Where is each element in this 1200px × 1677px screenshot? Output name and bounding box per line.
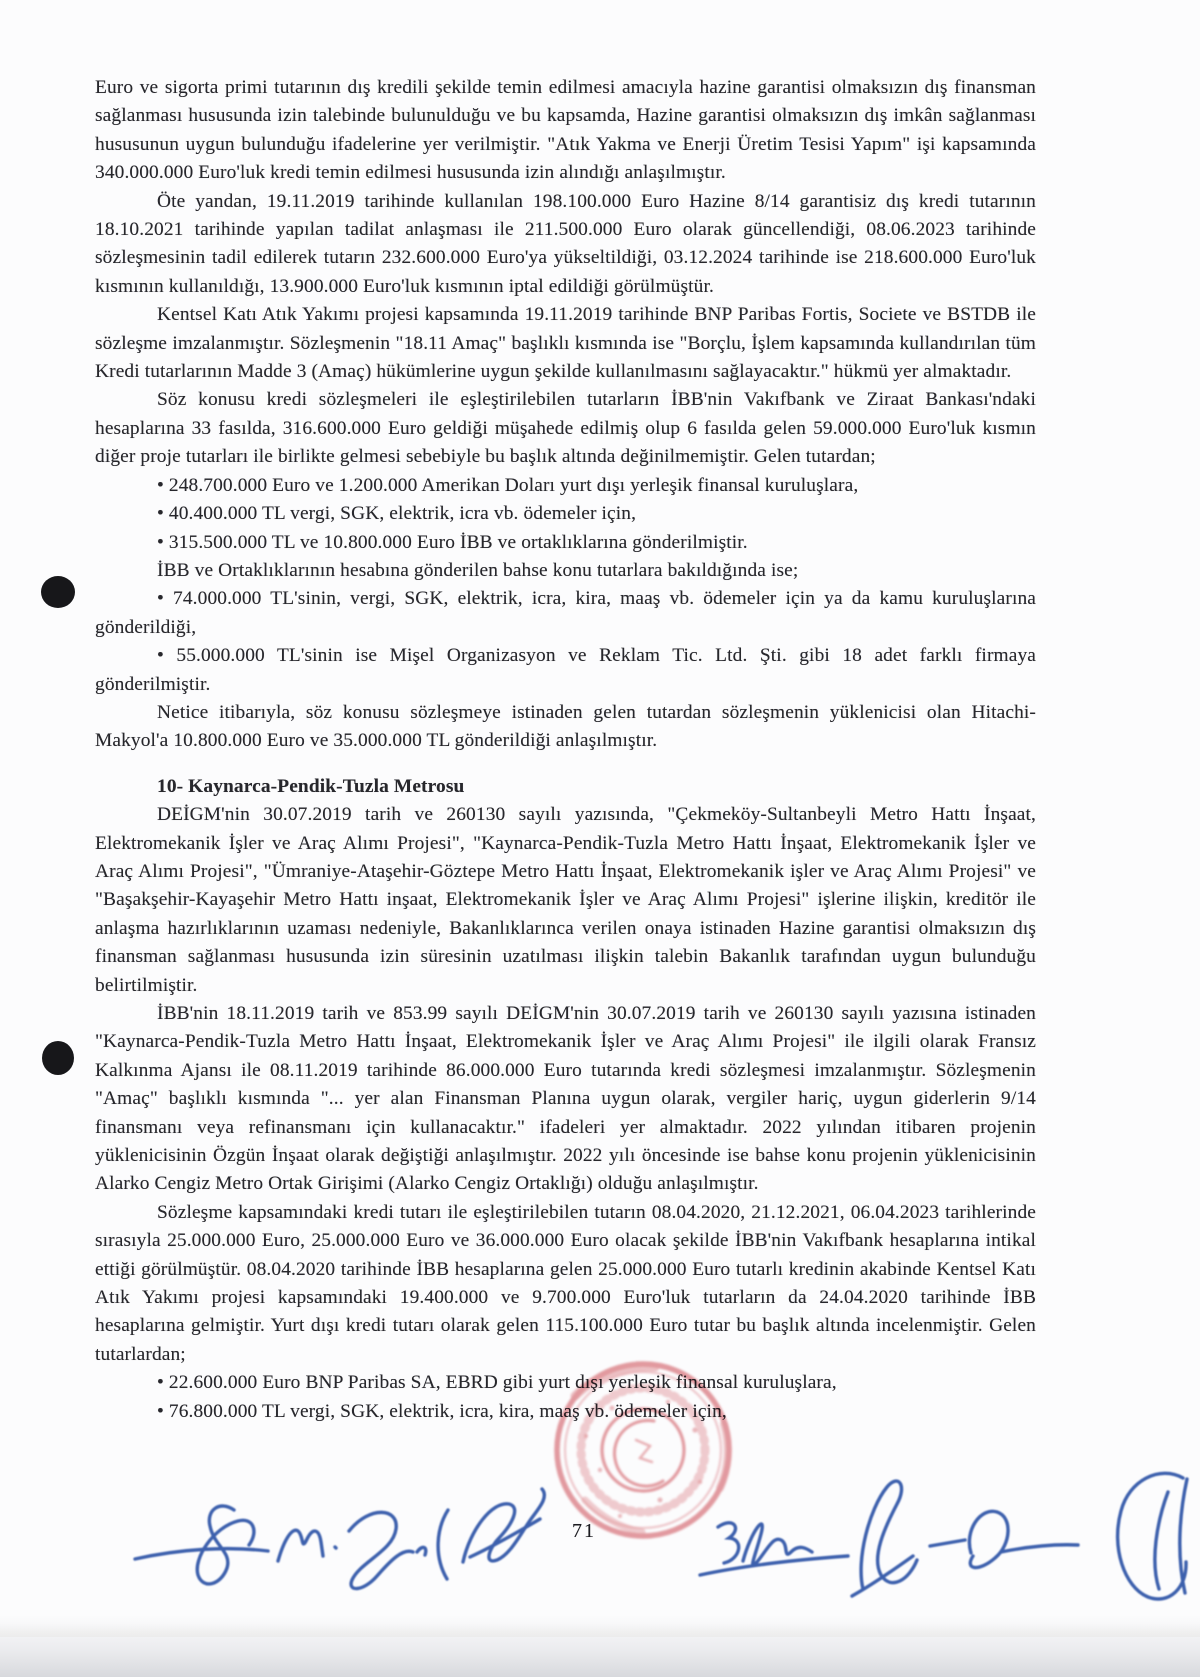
section-heading: 10- Kaynarca-Pendik-Tuzla Metrosu [157, 775, 465, 797]
hole-punch-top [41, 576, 75, 608]
bullet-marker: • [157, 503, 169, 525]
signature-left-2 [278, 1512, 426, 1588]
paragraph: Netice itibarıyla, söz konusu sözleşmeye istinaden gelen tutardan sözleşmenin yüklenicisi olan Hitachi-Makyol'a 10.800.000 Euro ve 35.000.000 TL gönderildiği anlaşılmıştır. [95, 701, 1036, 752]
signatures [135, 1473, 1187, 1599]
signature-right-2 [852, 1481, 917, 1596]
bullet-marker: • [157, 1372, 169, 1394]
paragraph: Kentsel Katı Atık Yakımı projesi kapsamında 19.11.2019 tarihinde BNP Paribas Fortis, Societe ve BSTDB ile sözleşme imzalanmıştır. Sözleşmenin "18.11 Amaç" başlıklı kısmında ise "Borçlu, İşlem kapsamında kullandırılan tüm Kredi tutarlarının Madde 3 (Amaç) hükümlerine uygun şekilde kullanılmasını sağlayacaktır." hükmü yer almaktadır. [95, 304, 1036, 383]
bullet-item: • 248.700.000 Euro ve 1.200.000 Amerikan Doları yurt dışı yerleşik finansal kuruluşlara, [157, 474, 859, 496]
paragraph: Sözleşme kapsamındaki kredi tutarı ile eşleştirilebilen tutarın 08.04.2020, 21.12.2021, 06.04.2023 tarihlerinde sırasıyla 25.000.000 Euro, 25.000.000 Euro ve 36.000.000 Euro olacak şekilde İBB'nin Vakıfbank hesaplarına intikal ettiği görülmüştür. 08.04.2020 tarihinde İBB hesaplarına gelen 25.000.000 Euro tutarlı kredinin akabinde Kentsel Katı Atık Yakımı projesi kapsamındaki 19.400.000 ve 9.700.000 Euro'luk tutarların da 24.04.2020 tarihinde İBB hesaplarına gelmiştir. Yurt dışı kredi tutarı olarak gelen 115.100.000 Euro tutar bu başlık altında incelenmiştir. Gelen tutarlardan; [95, 1201, 1036, 1365]
signature-right-4 [1118, 1473, 1187, 1599]
bullet-item: • 40.400.000 TL vergi, SGK, elektrik, icra vb. ödemeler için, [157, 503, 637, 525]
paragraph: DEİGM'nin 30.07.2019 tarih ve 260130 sayılı yazısında, "Çekmeköy-Sultanbeyli Metro Hattı İnşaat, Elektromekanik İşler ve Araç Alımı Projesi", "Kaynarca-Pendik-Tuzla Metro Hattı İnşaat, Elektromekanik İşler ve Araç Alımı Projesi", "Ümraniye-Ataşehir-Göztepe Metro Hattı İnşaat, Elektromekanik işler ve Araç Alımı Projesi" ve "Başakşehir-Kayaşehir Metro Hattı inşaat, Elektromekanik İşler ve Araç Alımı Projesi" işlerine ilişkin, kreditör ile anlaşma hazırlıklarının uzaması nedeniyle, Bakanlıklarınca verilen onaya istinaden Hazine garantisi olmaksızın dış finansman sağlanması hususunda izin süresinin uzatılması ilişkin talebin Bakanlık tarafından uygun bulunduğu belirtilmiştir. [95, 804, 1036, 996]
document-body [95, 74, 1036, 1426]
hole-punch-marks [41, 576, 75, 1075]
bullet-item: • 76.800.000 TL vergi, SGK, elektrik, icra, kira, maaş vb. ödemeler için, [157, 1400, 727, 1422]
paragraph: İBB ve Ortaklıklarının hesabına gönderilen bahse konu tutarlara bakıldığında ise; [157, 559, 799, 581]
paragraph: Söz konusu kredi sözleşmeleri ile eşleştirilebilen tutarların İBB'nin Vakıfbank ve Ziraat Bankası'ndaki hesaplarına 33 fasılda, 316.600.000 Euro geldiği müşahede edilmiş olup 6 fasılda gelen 59.000.000 Euro'luk kısmın diğer proje tutarları ile birlikte gelmesi sebebiyle bu başlık altında değinilmemiştir. Gelen tutardan; [95, 389, 1036, 468]
bullet-marker: • [157, 531, 169, 553]
page-number: 71 [572, 1520, 596, 1542]
signature-left-1 [135, 1506, 268, 1584]
bullet-marker: • [157, 588, 174, 610]
hole-punch-bottom [42, 1041, 74, 1075]
paragraph: Euro ve sigorta primi tutarının dış kredili şekilde temin edilmesi amacıyla hazine garantisi olmaksızın dış finansman sağlanması hususunda izin talebinde bulunulduğu ve bu kapsamda, Hazine garantisi olmaksızın dış imkân sağlanması hususunun uygun bulunduğu ifadelerine yer verilmiştir. "Atık Yakma ve Enerji Üretim Tesisi Yapım" işi kapsamında 340.000.000 Euro'luk kredi temin edilmesi hususunda izin alındığı anlaşılmıştır. [95, 77, 1036, 184]
bullet-marker: • [157, 474, 169, 496]
signature-left-3 [438, 1489, 544, 1579]
bullet-item: • 315.500.000 TL ve 10.800.000 Euro İBB ve ortaklıklarına gönderilmiştir. [157, 531, 748, 553]
bullet-item: • 22.600.000 Euro BNP Paribas SA, EBRD gibi yurt dışı yerleşik finansal kuruluşlara, [157, 1372, 837, 1394]
signature-right-1 [700, 1523, 848, 1575]
signature-right-3 [930, 1511, 1078, 1567]
bullet-marker: • [157, 1400, 169, 1422]
paragraph: İBB'nin 18.11.2019 tarih ve 853.99 sayılı DEİGM'nin 30.07.2019 tarih ve 260130 sayılı yazısına istinaden "Kaynarca-Pendik-Tuzla Metro Hattı İnşaat, Elektromekanik İşler ve Araç Alımı Projesi" ile ilgili olarak Fransız Kalkınma Ajansı ile 08.11.2019 tarihinde 86.000.000 Euro tutarında kredi sözleşmesi imzalanmıştır. Sözleşmenin "Amaç" başlıklı kısmında "... yer alan Finansman Planına uygun olarak, vergiler hariç, uygun giderlerin 9/14 finansmanı veya refinansmanı için kullanacaktır." ifadeleri yer almaktadır. 2022 yılından itibaren projenin yüklenicisinin Özgün İnşaat olarak değiştiği anlaşılmıştır. 2022 yılı öncesinde ise bahse konu projenin yüklenicisinin Alarko Cengiz Metro Ortak Girişimi (Alarko Cengiz Ortaklığı) olduğu anlaşılmıştır. [95, 1003, 1036, 1195]
bullet-marker: • [157, 645, 177, 667]
scan-bottom-shadow [0, 1615, 1200, 1677]
paragraph: Öte yandan, 19.11.2019 tarihinde kullanılan 198.100.000 Euro Hazine 8/14 garantisiz dış kredi tutarının 18.10.2021 tarihinde yapılan tadilat anlaşması ile 211.500.000 Euro olarak güncellendiği, 08.06.2023 tarihinde sözleşmesinin tadil edilerek tutarın 232.600.000 Euro'ya yükseltildiği, 03.12.2024 tarihinde ise 218.600.000 Euro'luk kısmının kullanıldığı, 13.900.000 Euro'luk kısmının iptal edildiği görülmüştür. [95, 190, 1036, 297]
bullet-item: • 74.000.000 TL'sinin, vergi, SGK, elektrik, icra, kira, maaş vb. ödemeler için ya da kamu kuruluşlarına gönderildiği, [95, 588, 1036, 638]
bullet-item: • 55.000.000 TL'sinin ise Mişel Organizasyon ve Reklam Tic. Ltd. Şti. gibi 18 adet farklı firmaya gönderilmiştir. [95, 645, 1036, 695]
